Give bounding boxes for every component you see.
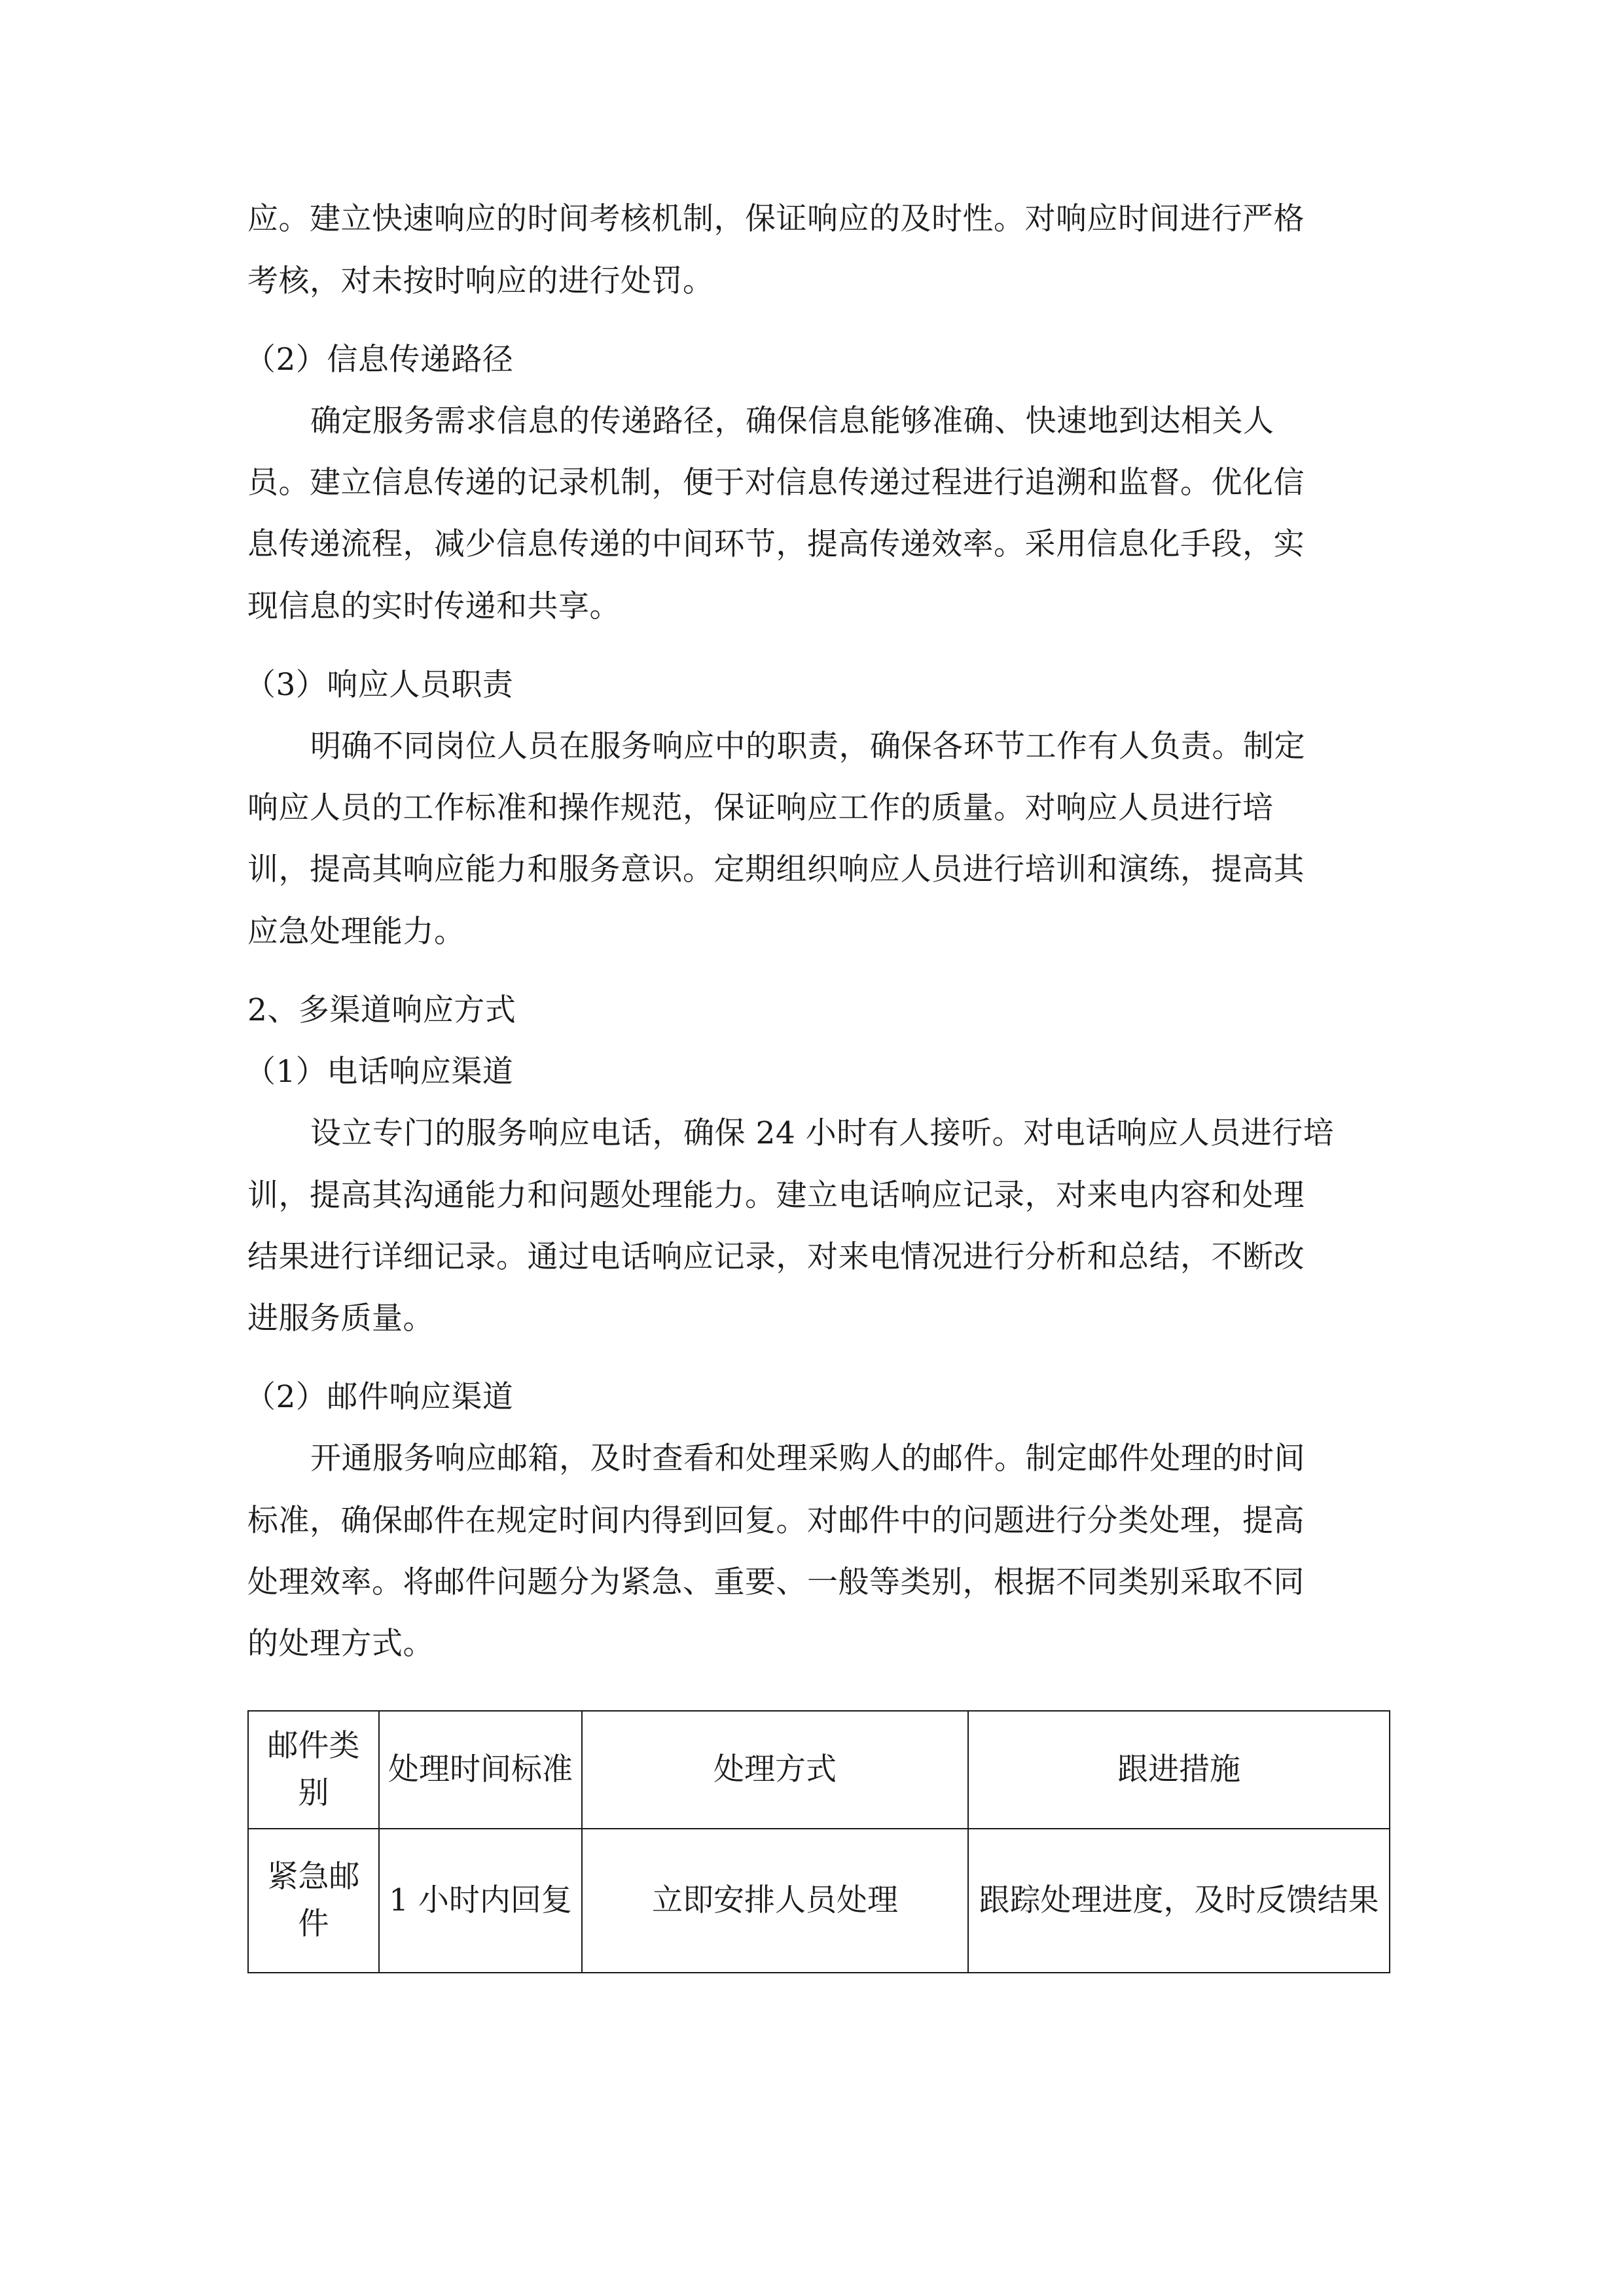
body-text-line: 明确不同岗位人员在服务响应中的职责，确保各环节工作有人负责。制定	[310, 728, 1305, 764]
table-cell: 紧急邮件	[248, 1829, 379, 1973]
table-header-cell: 处理方式	[582, 1711, 968, 1829]
body-text-line: 训，提高其响应能力和服务意识。定期组织响应人员进行培训和演练，提高其	[247, 852, 1305, 888]
table-header-cell: 处理时间标准	[379, 1711, 582, 1829]
body-text-line: 息传递流程，减少信息传递的中间环节，提高传递效率。采用信息化手段，实	[247, 526, 1305, 562]
body-text-line: 考核，对未按时响应的进行处罚。	[247, 263, 714, 299]
body-text-line: 确定服务需求信息的传递路径，确保信息能够准确、快速地到达相关人	[310, 403, 1274, 439]
section-heading-phone: （1）电话响应渠道	[245, 1054, 514, 1090]
table-header-cell: 邮件类别	[248, 1711, 379, 1829]
section-heading-info-path: （2）信息传递路径	[245, 342, 514, 378]
body-text-line: 训，提高其沟通能力和问题处理能力。建立电话响应记录，对来电内容和处理	[247, 1177, 1305, 1213]
table-cell: 立即安排人员处理	[582, 1829, 968, 1973]
body-text-line: 处理效率。将邮件问题分为紧急、重要、一般等类别，根据不同类别采取不同	[247, 1564, 1305, 1600]
body-text-line: 结果进行详细记录。通过电话响应记录，对来电情况进行分析和总结，不断改	[247, 1239, 1305, 1275]
section-heading-email: （2）邮件响应渠道	[245, 1379, 514, 1415]
section-heading-multichannel: 2、多渠道响应方式	[247, 992, 516, 1028]
table-header-row	[248, 1711, 1390, 1829]
body-text-line: 开通服务响应邮箱，及时查看和处理采购人的邮件。制定邮件处理的时间	[310, 1441, 1305, 1477]
body-text-line: 现信息的实时传递和共享。	[247, 588, 621, 624]
body-text-line: 设立专门的服务响应电话，确保 24 小时有人接听。对电话响应人员进行培	[310, 1115, 1335, 1151]
email-category-table	[247, 1710, 1390, 1973]
body-text-line: 进服务质量。	[247, 1300, 434, 1336]
body-text-line: 标准，确保邮件在规定时间内得到回复。对邮件中的问题进行分类处理，提高	[247, 1503, 1305, 1539]
table-row	[248, 1829, 1390, 1973]
body-text-line: 的处理方式。	[247, 1626, 434, 1662]
body-text-line: 应急处理能力。	[247, 914, 465, 950]
body-text-line: 应。建立快速响应的时间考核机制，保证响应的及时性。对响应时间进行严格	[247, 201, 1305, 237]
table-cell: 1 小时内回复	[379, 1829, 582, 1973]
body-text-line: 响应人员的工作标准和操作规范，保证响应工作的质量。对响应人员进行培	[247, 790, 1274, 826]
body-text-line: 员。建立信息传递的记录机制，便于对信息传递过程进行追溯和监督。优化信	[247, 465, 1305, 501]
table-header-cell: 跟进措施	[968, 1711, 1390, 1829]
table-cell: 跟踪处理进度，及时反馈结果	[968, 1829, 1390, 1973]
section-heading-staff-duty: （3）响应人员职责	[245, 667, 514, 703]
